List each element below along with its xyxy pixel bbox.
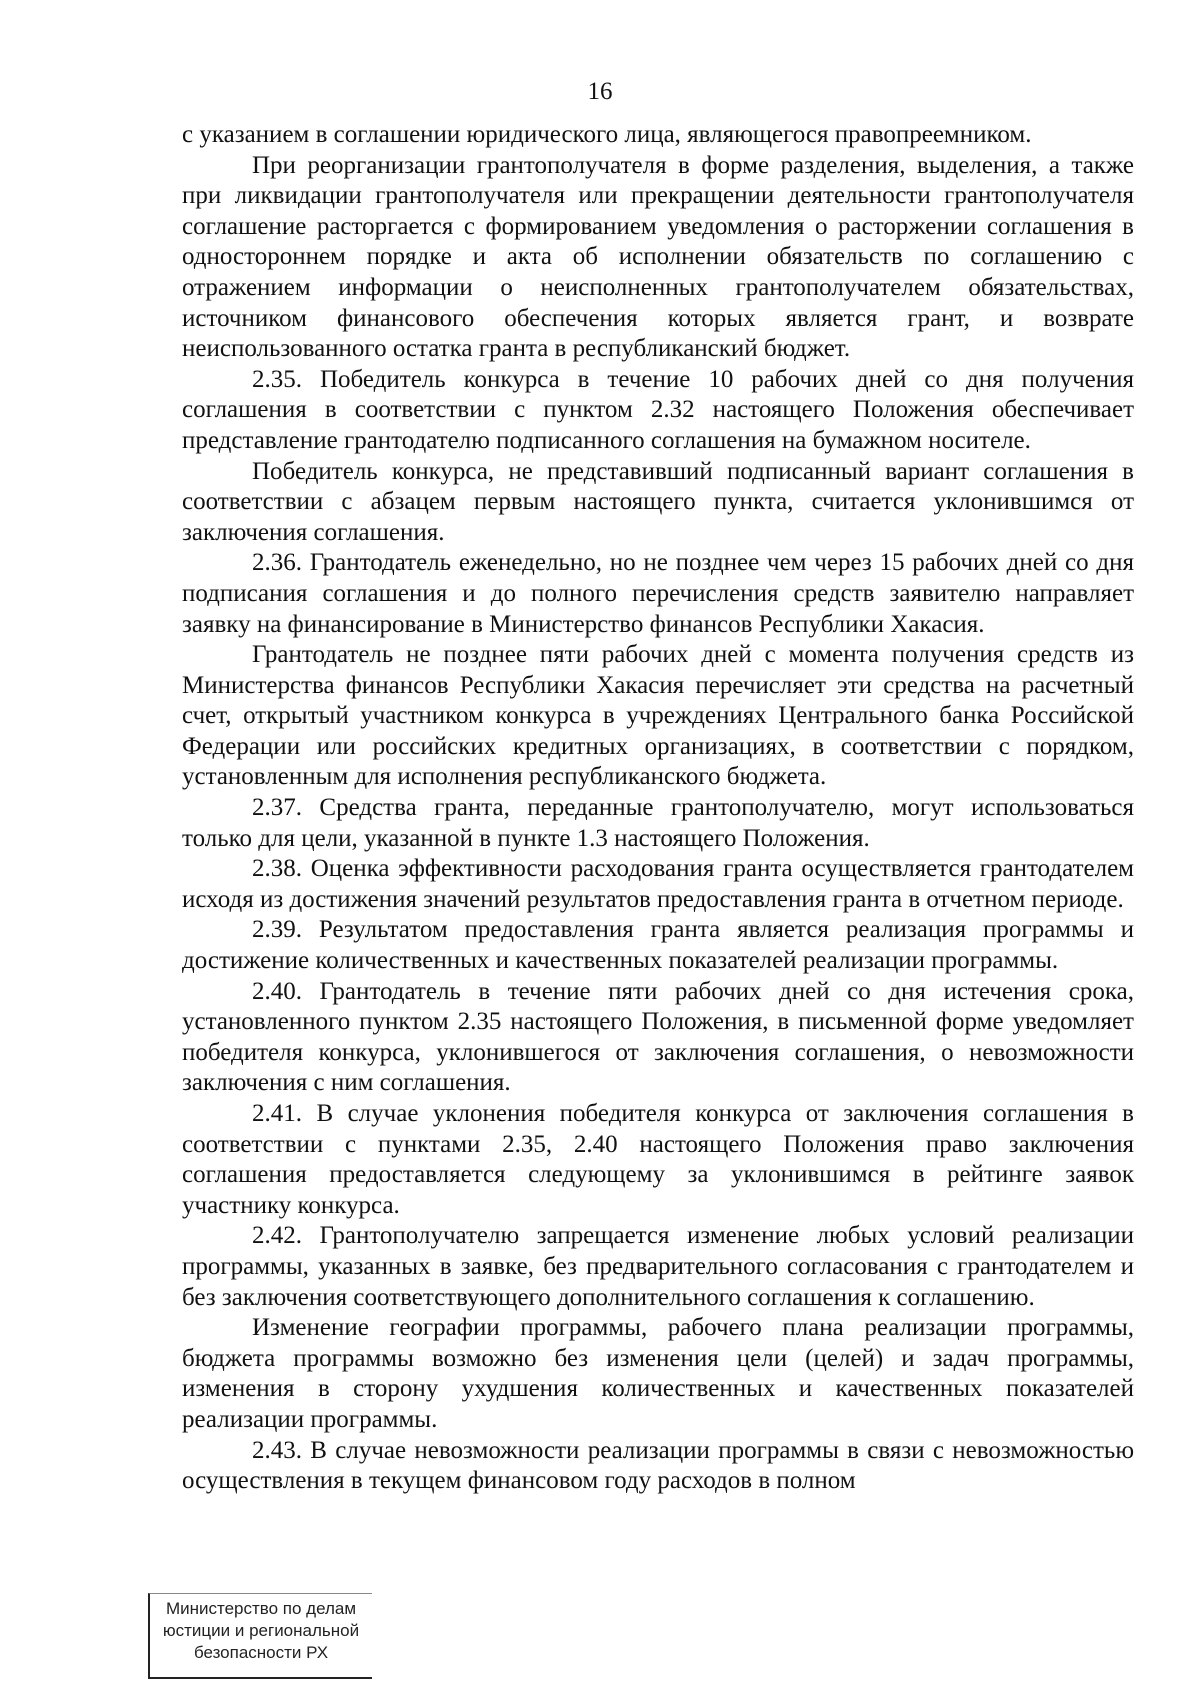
paragraph: 2.41. В случае уклонения победителя конкурса от заключения соглашения в соответствии с пунктами 2.35, 2.40 настоящего Положения право заключения соглашения предоставляется следующему за уклонившимся в рейтинге заявок участнику конкурса.: [182, 1100, 1134, 1219]
paragraph: 2.42. Грантополучателю запрещается изменение любых условий реализации программы, указанных в заявке, без предварительного согласования с грантодателем и без заключения соответствующего дополнительного соглашения к соглашению.: [182, 1222, 1134, 1311]
paragraph: Изменение географии программы, рабочего плана реализации программы, бюджета программы возможно без изменения цели (целей) и задач программы, изменения в сторону ухудшения количественных и качественных показателей реализации программы.: [182, 1314, 1134, 1433]
paragraph: 2.36. Грантодатель еженедельно, но не позднее чем через 15 рабочих дней со дня подписания соглашения и до полного перечисления средств заявителю направляет заявку на финансирование в Министерство финансов Республики Хакасия.: [182, 549, 1134, 638]
document-body: [182, 120, 1134, 1497]
paragraph: Грантодатель не позднее пяти рабочих дней с момента получения средств из Министерства финансов Республики Хакасия перечисляет эти средства на расчетный счет, открытый участником конкурса в учреждениях Центрального банка Российской Федерации или российских кредитных организациях, в соответствии с порядком, установленным для исполнения республиканского бюджета.: [182, 641, 1134, 791]
paragraph: 2.39. Результатом предоставления гранта является реализация программы и достижение количественных и качественных показателей реализации программы.: [182, 916, 1134, 975]
stamp-line: безопасности РХ: [193, 1643, 329, 1662]
page-number: 16: [587, 78, 613, 105]
paragraph: 2.35. Победитель конкурса в течение 10 рабочих дней со дня получения соглашения в соответствии с пунктом 2.32 настоящего Положения обеспечивает представление грантодателю подписанного соглашения на бумажном носителе.: [182, 365, 1134, 454]
paragraph: Победитель конкурса, не представивший подписанный вариант соглашения в соответствии с абзацем первым настоящего пункта, считается уклонившимся от заключения соглашения.: [182, 457, 1134, 546]
stamp-line: юстиции и региональной: [162, 1621, 360, 1640]
paragraph: с указанием в соглашении юридического лица, являющегося правопреемником.: [182, 121, 1032, 148]
stamp-line: Министерство по делам: [165, 1599, 357, 1618]
ministry-stamp: [148, 1593, 372, 1679]
paragraph: 2.40. Грантодатель в течение пяти рабочих дней со дня истечения срока, установленного пунктом 2.35 настоящего Положения, в письменной форме уведомляет победителя конкурса, уклонившегося от заключения соглашения, о невозможности заключения с ним соглашения.: [182, 977, 1134, 1097]
paragraph: При реорганизации грантополучателя в форме разделения, выделения, а также при ликвидации грантополучателя или прекращении деятельности грантополучателя соглашение расторгается с формированием уведомления о расторжении соглашения в одностороннем порядке и акта об исполнении обязательств по соглашению с отражением информации о неисполненных грантополучателем обязательствах, источником финансового обеспечения которых является грант, и возврате неиспользованного остатка гранта в республиканский бюджет.: [182, 151, 1134, 363]
paragraph: 2.38. Оценка эффективности расходования гранта осуществляется грантодателем исходя из достижения значений результатов предоставления гранта в отчетном периоде.: [182, 855, 1134, 913]
paragraph: 2.43. В случае невозможности реализации программы в связи с невозможностью осуществления в текущем финансовом году расходов в полном: [182, 1436, 1134, 1495]
paragraph: 2.37. Средства гранта, переданные грантополучателю, могут использоваться только для цели, указанной в пункте 1.3 настоящего Положения.: [182, 794, 1134, 852]
